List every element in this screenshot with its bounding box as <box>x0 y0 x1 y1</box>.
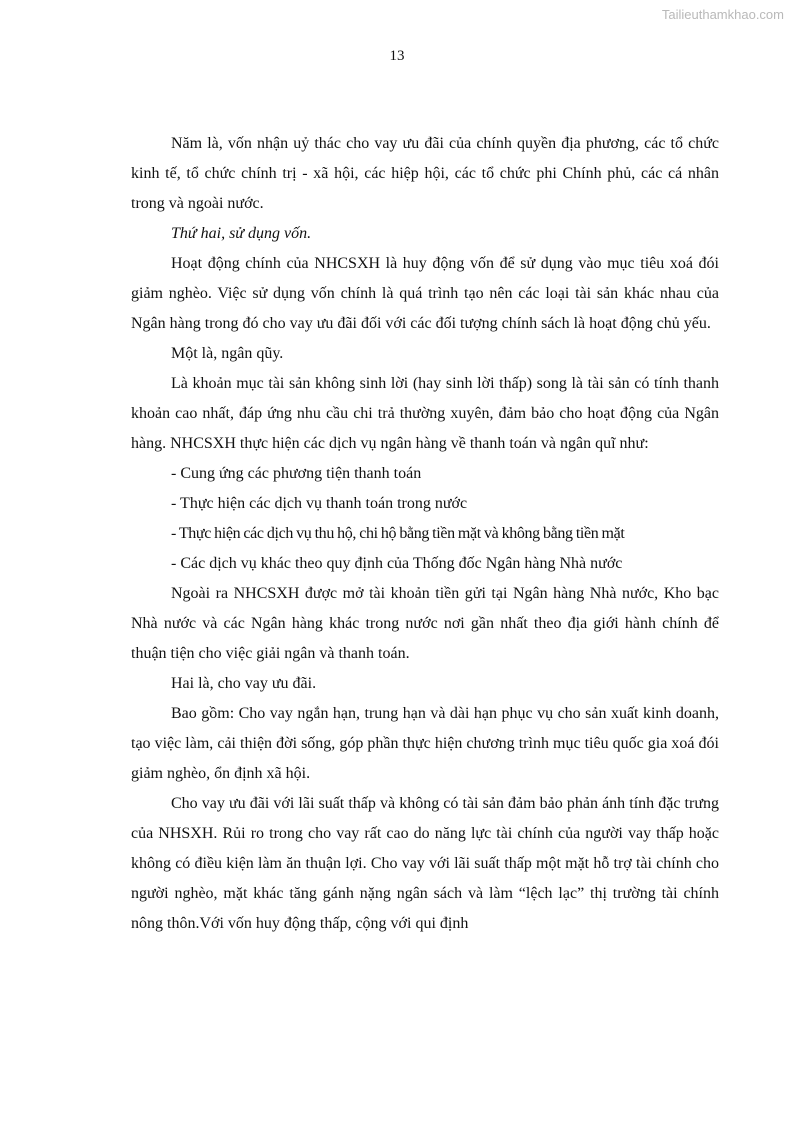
section-heading-use-of-capital: Thứ hai, sử dụng vốn. <box>171 225 312 242</box>
list-item: - Các dịch vụ khác theo quy định của Thống đốc Ngân hàng Nhà nước <box>171 555 623 572</box>
list-item: - Cung ứng các phương tiện thanh toán <box>171 465 422 482</box>
subheading-treasury: Một là, ngân qũy. <box>171 345 284 362</box>
page-number: 13 <box>389 48 405 64</box>
paragraph-treasury-description: Là khoản mục tài sản không sinh lời (hay sinh lời thấp) song là tài sản có tính thanh khoản cao nhất, đáp ứng nhu cầu chi trả thường xuyên, đảm bảo cho hoạt động của Ngân hàng. NHCSXH thực hiện các dịch vụ ngân hàng về thanh toán và ngân quĩ như: <box>131 375 719 452</box>
list-item: - Thực hiện các dịch vụ thu hộ, chi hộ bằng tiền mặt và không bằng tiền mặt <box>171 525 625 542</box>
paragraph-deposit-accounts: Ngoài ra NHCSXH được mở tài khoản tiền gửi tại Ngân hàng Nhà nước, Kho bạc Nhà nước và các Ngân hàng khác trong nước nơi gần nhất theo địa giới hành chính để thuận tiện cho việc giải ngân và thanh toán. <box>131 585 719 662</box>
list-item: - Thực hiện các dịch vụ thanh toán trong nước <box>171 495 468 512</box>
paragraph-main-activity: Hoạt động chính của NHCSXH là huy động vốn để sử dụng vào mục tiêu xoá đói giảm nghèo. Việc sử dụng vốn chính là quá trình tạo nên các loại tài sản khác nhau của Ngân hàng trong đó cho vay ưu đãi đối với các đối tượng chính sách là hoạt động chủ yếu. <box>131 255 719 332</box>
subheading-preferential-loans: Hai là, cho vay ưu đãi. <box>171 675 317 692</box>
document-body <box>131 129 719 939</box>
paragraph-loan-types: Bao gồm: Cho vay ngắn hạn, trung hạn và dài hạn phục vụ cho sản xuất kinh doanh, tạo việc làm, cải thiện đời sống, góp phần thực hiện chương trình mục tiêu quốc gia xoá đói giảm nghèo, ổn định xã hội. <box>131 705 719 782</box>
paragraph-capital-source-5: Năm là, vốn nhận uỷ thác cho vay ưu đãi của chính quyền địa phương, các tổ chức kinh tế, tổ chức chính trị - xã hội, các hiệp hội, các tổ chức phi Chính phủ, các cá nhân trong và ngoài nước. <box>131 135 719 212</box>
watermark: Tailieuthamkhao.com <box>661 7 784 22</box>
paragraph-loan-risk: Cho vay ưu đãi với lãi suất thấp và không có tài sản đảm bảo phản ánh tính đặc trưng của NHSXH. Rủi ro trong cho vay rất cao do năng lực tài chính của người vay thấp hoặc không có điều kiện làm ăn thuận lợi. Cho vay với lãi suất thấp một mặt hỗ trợ tài chính cho người nghèo, mặt khác tăng gánh nặng ngân sách và làm “lệch lạc” thị trường tài chính nông thôn.Với vốn huy động thấp, cộng với qui định <box>131 795 719 932</box>
